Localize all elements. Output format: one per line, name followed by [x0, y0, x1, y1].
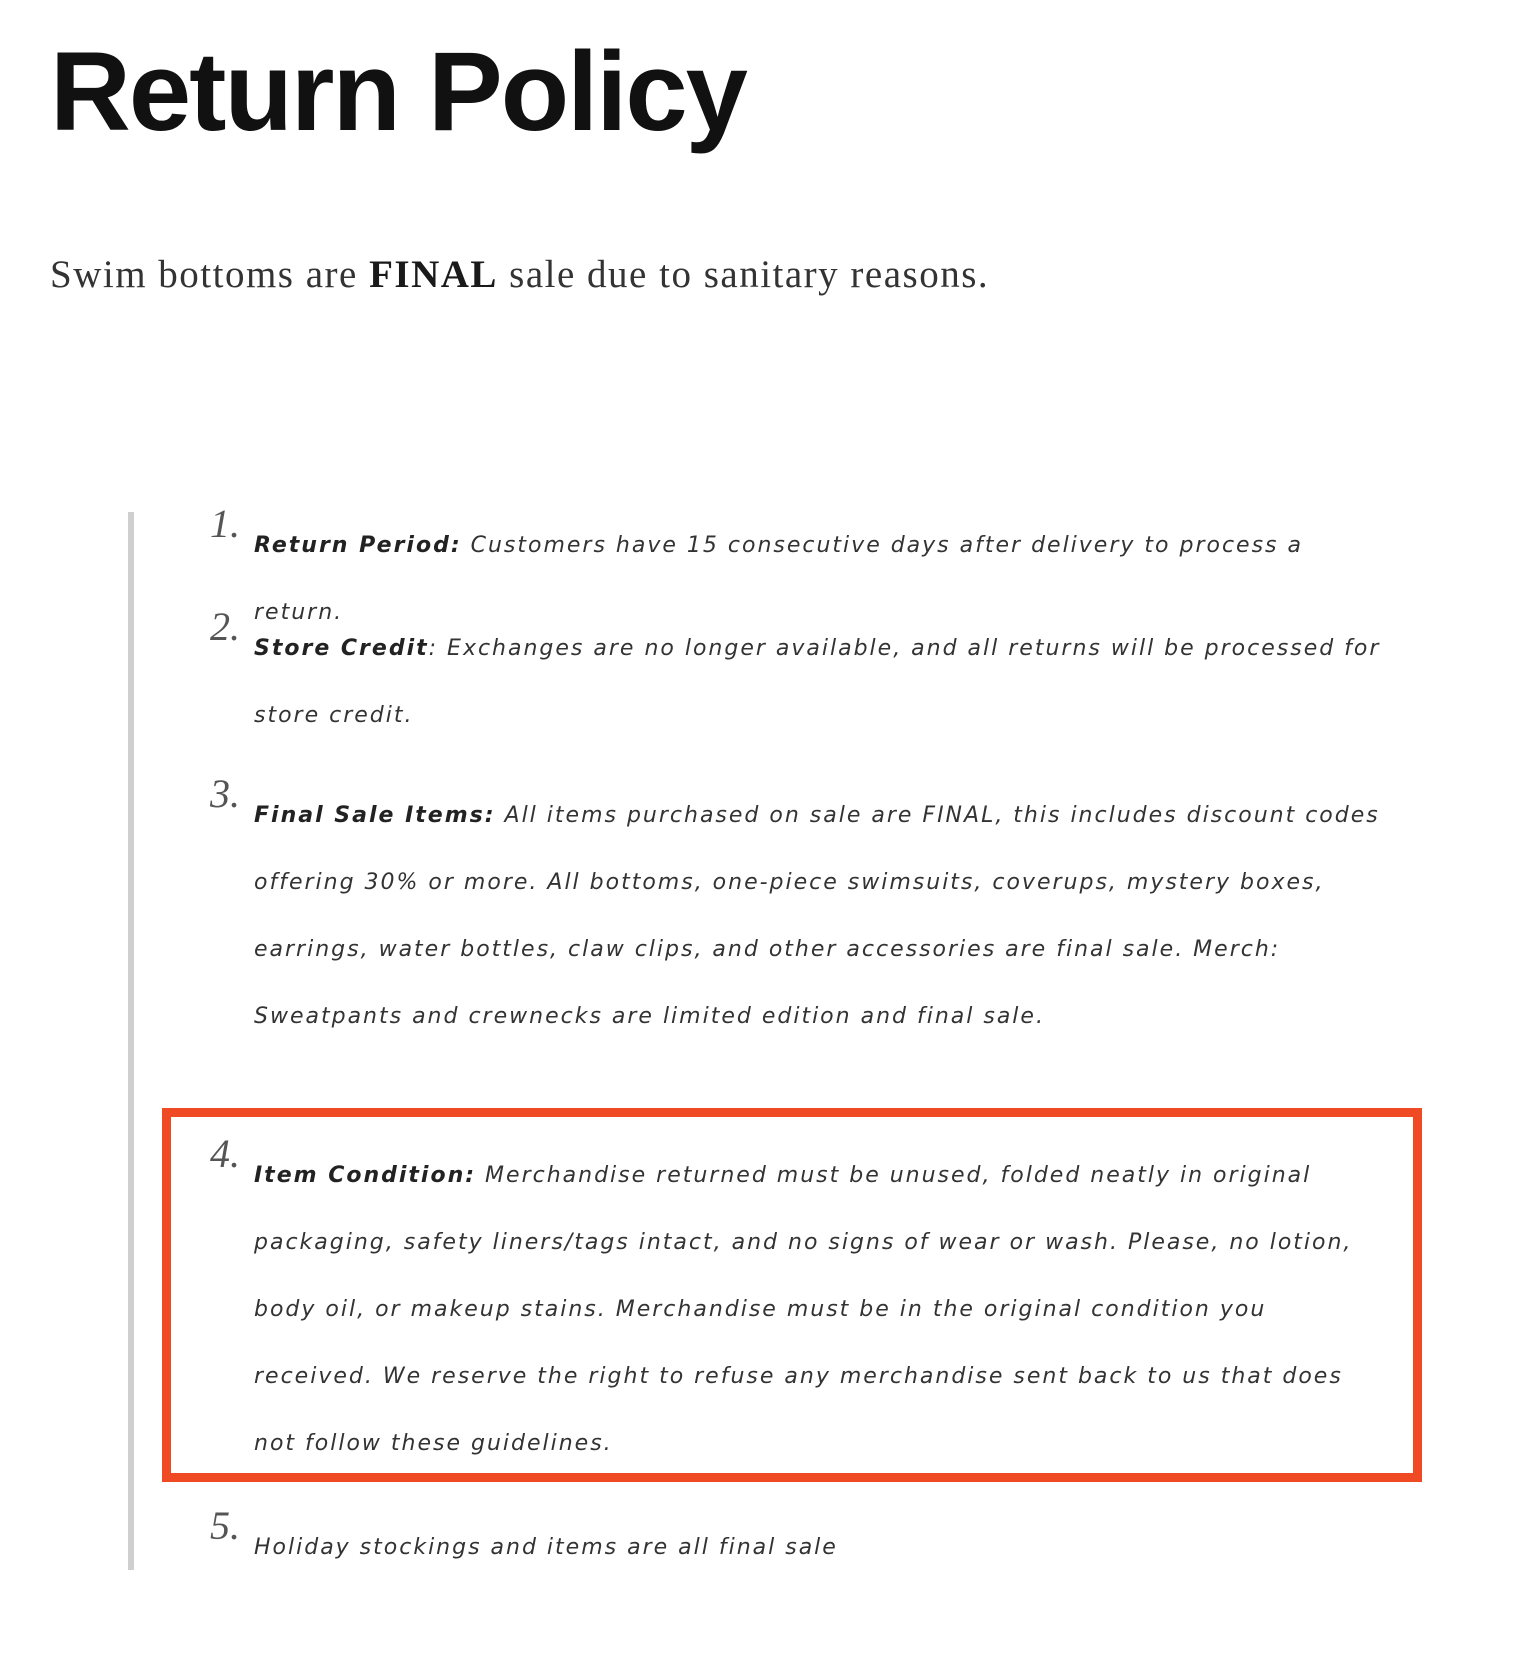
policy-item-body: Customers have 15 consecutive days after delivery to process a return.: [254, 533, 1303, 625]
policy-item-lead: Store Credit: [254, 636, 429, 661]
policy-item-body: : Exchanges are no longer available, and all returns will be processed for store credit.: [254, 636, 1381, 728]
policy-item-body: Holiday stockings and items are all final sale: [254, 1535, 838, 1560]
policy-item-text: [254, 615, 1384, 749]
list-number: 4.: [210, 1131, 240, 1176]
policy-item-text: [254, 782, 1384, 1050]
policy-item-text: [254, 1514, 1384, 1581]
policy-item-lead: Return Period:: [254, 533, 462, 558]
policy-item-lead: Item Condition:: [254, 1163, 477, 1188]
intro-before: Swim bottoms are: [50, 253, 370, 296]
policy-item-lead: Final Sale Items:: [254, 803, 496, 828]
intro-text: [50, 252, 989, 297]
list-number: 5.: [210, 1503, 240, 1548]
policy-item-body: All items purchased on sale are FINAL, this includes discount codes offering 30% or more. All bottoms, one-piece swimsuits, coverups, mystery boxes, earrings, water bottles, claw clips, and other accessories are final sale. Merch: Sweatpants and crewnecks are limited edition and final sale.: [254, 803, 1380, 1029]
intro-emphasis: FINAL: [369, 253, 498, 296]
list-number: 1.: [210, 501, 240, 546]
highlight-box: [162, 1108, 1422, 1482]
intro-after: sale due to sanitary reasons.: [497, 253, 990, 296]
page-title: Return Policy: [50, 29, 746, 154]
list-number: 2.: [210, 604, 240, 649]
policy-item-body: Merchandise returned must be unused, folded neatly in original packaging, safety liners/tags intact, and no signs of wear or wash. Please, no lotion, body oil, or makeup stains. Merchandise must be in the original condition you received. We reserve the right to refuse any merchandise sent back to us that does not follow these guidelines.: [254, 1163, 1353, 1456]
list-number: 3.: [210, 771, 240, 816]
